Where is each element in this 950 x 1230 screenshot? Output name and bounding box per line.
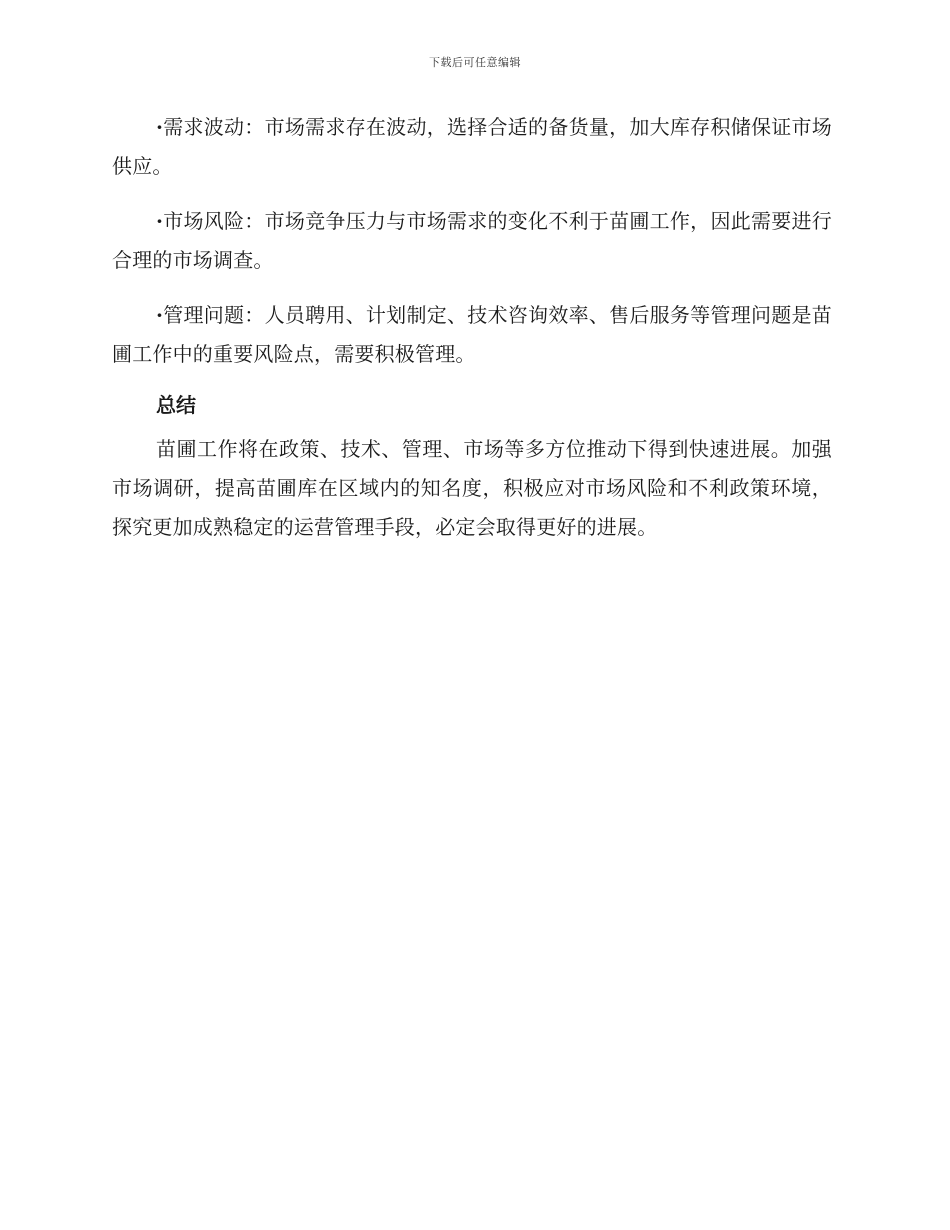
summary-heading: 总结 bbox=[156, 393, 196, 417]
summary-paragraph: 苗圃工作将在政策、技术、管理、市场等多方位推动下得到快速进展。加强市场调研，提高苗圃库在区域内的知名度，积极应对市场风险和不利政策环境，探究更加成熟稳定的运营管理手段，必定会取得更好的进展。 bbox=[112, 437, 832, 539]
bullet-marker: · bbox=[156, 115, 164, 139]
bullet-marker: · bbox=[156, 303, 164, 327]
list-item-management bbox=[112, 296, 832, 374]
list-item-text: 需求波动：市场需求存在波动，选择合适的备货量，加大库存积储保证市场供应。 bbox=[112, 115, 832, 178]
page-header-note: 下载后可任意编辑 bbox=[429, 56, 521, 69]
list-item-market-risk bbox=[112, 202, 832, 280]
list-item-text: 市场风险：市场竞争压力与市场需求的变化不利于苗圃工作，因此需要进行合理的市场调查。 bbox=[112, 209, 832, 272]
document-body bbox=[112, 108, 832, 563]
list-item-demand bbox=[112, 108, 832, 186]
list-item-text: 管理问题：人员聘用、计划制定、技术咨询效率、售后服务等管理问题是苗圃工作中的重要风险点，需要积极管理。 bbox=[112, 303, 832, 366]
bullet-marker: · bbox=[156, 209, 164, 233]
